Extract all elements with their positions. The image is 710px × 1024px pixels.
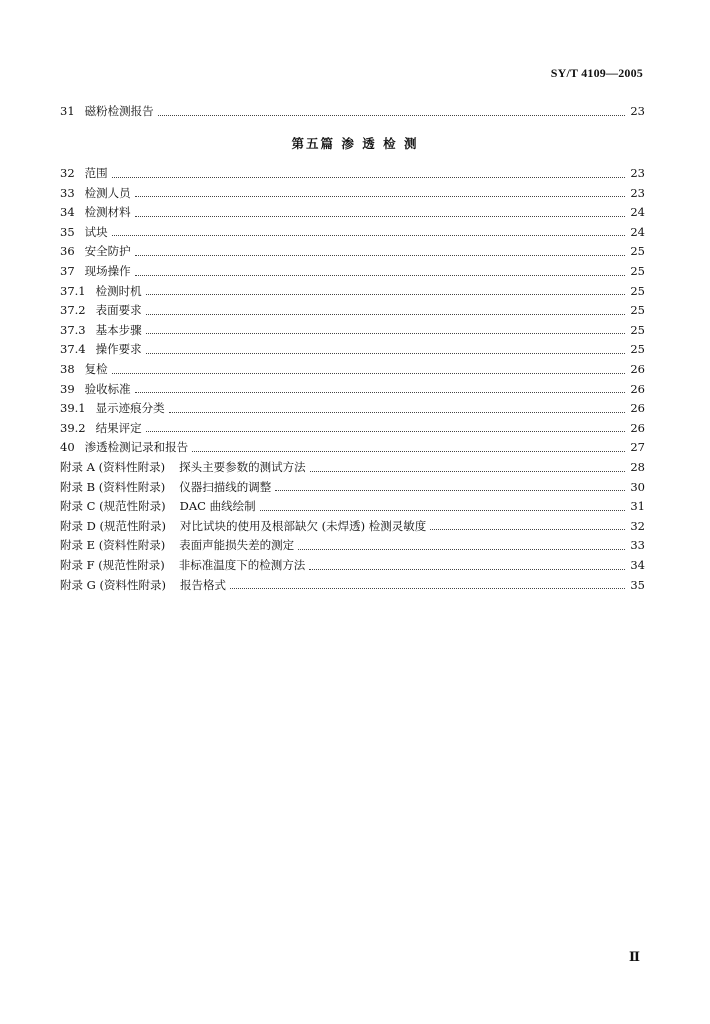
toc-entry-appendix[interactable] [60, 557, 645, 575]
toc-entry-appendix[interactable] [60, 459, 645, 477]
toc-entry-page: 32 [630, 518, 645, 533]
toc-entry-title: 对比试块的使用及根部缺欠 (未焊透) 检测灵敏度 [180, 518, 427, 533]
standard-code-header: SY/T 4109—2005 [550, 66, 643, 80]
toc-entry[interactable] [60, 283, 645, 301]
toc-entry-number: 36 [60, 244, 75, 259]
toc-leader-dots [135, 196, 625, 197]
toc-entry-appendix[interactable] [60, 498, 645, 516]
toc-entry-page: 26 [630, 381, 645, 396]
toc-entry[interactable] [60, 400, 645, 418]
toc-leader-dots [192, 451, 625, 452]
toc-entry-page: 25 [630, 322, 645, 337]
toc-entry-title: 试块 [84, 224, 108, 239]
toc-entry-title: 渗透检测记录和报告 [84, 440, 189, 455]
toc-leader-dots [158, 115, 625, 116]
toc-entry[interactable] [60, 341, 645, 359]
toc-leader-dots [146, 431, 625, 432]
toc-entry-page: 27 [630, 440, 645, 455]
toc-leader-dots [146, 353, 625, 354]
toc-entry-title: 磁粉检测报告 [84, 104, 154, 118]
toc-leader-dots [135, 255, 625, 256]
toc-entry[interactable] [60, 439, 645, 457]
toc-entry-number: 38 [60, 362, 75, 376]
toc-entry-number: 35 [60, 224, 75, 239]
toc-entry[interactable] [60, 361, 645, 379]
toc-entry-number: 40 [60, 440, 75, 455]
toc-entry-appendix[interactable] [60, 577, 645, 595]
toc-entry-number: 附录 A (资料性附录) [60, 460, 166, 474]
toc-entry-page: 24 [630, 205, 645, 220]
page-number: Ⅱ [629, 950, 640, 965]
toc-entry-number: 附录 B (资料性附录) [60, 479, 166, 494]
toc-entry-page: 25 [630, 264, 645, 278]
toc-entry-title: 检测人员 [84, 185, 131, 200]
toc-entry-page: 23 [630, 166, 645, 180]
toc-entry-page: 34 [630, 558, 645, 572]
toc-entry-page: 25 [630, 342, 645, 357]
toc-entry-page: 26 [630, 420, 645, 435]
toc-leader-dots [112, 177, 625, 178]
toc-entry-page: 25 [630, 283, 645, 298]
toc-leader-dots [146, 333, 625, 334]
toc-entry-page: 23 [630, 185, 645, 200]
toc-entry-title: DAC 曲线绘制 [179, 499, 256, 514]
toc-entry-number: 32 [60, 166, 75, 180]
toc-leader-dots [310, 471, 625, 472]
toc-entry-number: 附录 G (资料性附录) [60, 577, 166, 592]
toc-entry-title: 安全防护 [84, 244, 131, 259]
toc-entry-title: 报告格式 [179, 577, 226, 592]
toc-leader-dots [112, 373, 625, 374]
toc-entry-title: 表面声能损失差的测定 [179, 538, 295, 553]
toc-entry-page: 31 [630, 499, 645, 514]
toc-leader-dots [230, 588, 625, 589]
toc-entry-page: 30 [630, 479, 645, 494]
toc-entry-number: 39.1 [60, 401, 86, 416]
toc-leader-dots [169, 412, 625, 413]
toc-entry-page: 28 [630, 460, 645, 474]
toc-entry-title: 检测时机 [95, 283, 142, 298]
toc-leader-dots [112, 235, 625, 236]
toc-leader-dots [146, 294, 625, 295]
toc-entry-title: 复检 [84, 362, 108, 376]
toc-entry-number: 附录 F (规范性附录) [60, 558, 165, 572]
toc-entry-number: 37.2 [60, 303, 86, 318]
toc-entry-number: 31 [60, 104, 75, 118]
toc-entry-title: 操作要求 [95, 342, 142, 357]
toc-entry-number: 37.3 [60, 322, 86, 337]
toc-entry-title: 表面要求 [95, 303, 142, 318]
toc-entry-title: 基本步骤 [95, 322, 142, 337]
toc-entry-page: 26 [630, 362, 645, 376]
toc-entry-title: 结果评定 [95, 420, 142, 435]
toc-entry-number: 39 [60, 381, 75, 396]
toc-entry-appendix[interactable] [60, 537, 645, 555]
toc-entry-page: 24 [630, 224, 645, 239]
toc-entry-number: 34 [60, 205, 75, 220]
toc-leader-dots [275, 490, 625, 491]
toc-entry[interactable] [60, 185, 645, 203]
toc-entry-number: 附录 D (规范性附录) [60, 518, 167, 533]
toc-leader-dots [260, 510, 625, 511]
toc-entry[interactable] [60, 302, 645, 320]
toc-leader-dots [430, 529, 625, 530]
toc-leader-dots [135, 275, 625, 276]
toc-entry[interactable] [60, 381, 645, 399]
toc-entry-number: 37.4 [60, 342, 86, 357]
toc-entry-31[interactable] [60, 103, 645, 121]
toc-entry[interactable] [60, 165, 645, 183]
toc-entry[interactable] [60, 243, 645, 261]
toc-entry-title: 现场操作 [84, 264, 131, 278]
section-heading: 第五篇 渗 透 检 测 [291, 136, 419, 151]
toc-entry-page: 25 [630, 303, 645, 318]
toc-leader-dots [135, 216, 625, 217]
toc-leader-dots [298, 549, 625, 550]
toc-entry[interactable] [60, 224, 645, 242]
toc-leader-dots [309, 569, 625, 570]
toc-entry-title: 探头主要参数的测试方法 [179, 460, 306, 474]
toc-entry-title: 仪器扫描线的调整 [179, 479, 272, 494]
toc-leader-dots [146, 314, 625, 315]
toc-entry-appendix[interactable] [60, 479, 645, 497]
toc-entry-title: 检测材料 [84, 205, 131, 220]
toc-entry[interactable] [60, 204, 645, 222]
toc-entry-page: 35 [630, 577, 645, 592]
toc-entry-number: 37.1 [60, 283, 86, 298]
toc-entry-number: 33 [60, 185, 75, 200]
toc-entry[interactable] [60, 263, 645, 281]
toc-entry-title: 显示迹痕分类 [95, 401, 165, 416]
toc-entry-number: 附录 E (资料性附录) [60, 538, 166, 553]
toc-entry-number: 37 [60, 264, 75, 278]
toc-entry-number: 39.2 [60, 420, 86, 435]
toc-entry-page: 23 [630, 104, 645, 118]
toc-entry[interactable] [60, 420, 645, 438]
toc-entry-title: 验收标准 [84, 381, 131, 396]
toc-entry[interactable] [60, 322, 645, 340]
toc-entry-title: 非标准温度下的检测方法 [178, 558, 306, 572]
toc-entry-page: 26 [630, 401, 645, 416]
toc-entry-page: 25 [630, 244, 645, 259]
toc-entry-page: 33 [630, 538, 645, 553]
toc-entry-appendix[interactable] [60, 518, 645, 536]
toc-entry-title: 范围 [84, 166, 108, 180]
toc-leader-dots [135, 392, 625, 393]
toc-entry-number: 附录 C (规范性附录) [60, 499, 166, 514]
